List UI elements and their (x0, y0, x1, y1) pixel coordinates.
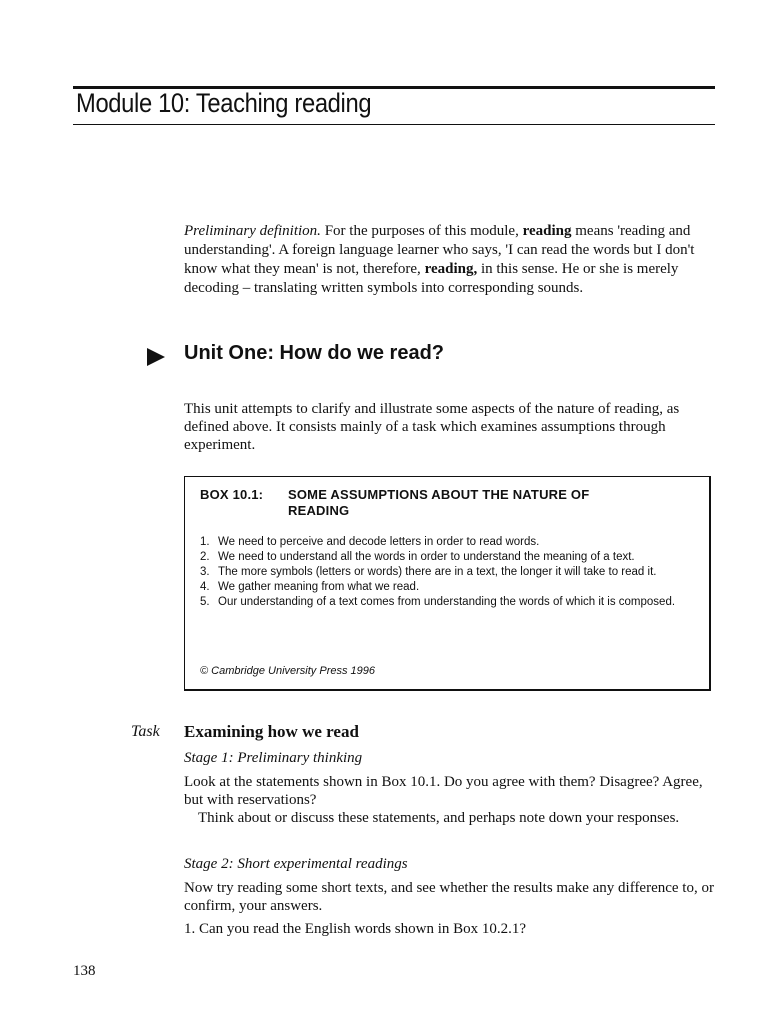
list-item (200, 535, 695, 550)
stage-1-text-1: Look at the statements shown in Box 10.1. Do you agree with them? Disagree? Agree, but with reservations? (184, 774, 703, 808)
header-rule-bottom (73, 124, 715, 125)
list-item-number: 4. (200, 581, 210, 593)
list-item-text: The more symbols (letters or words) there are in a text, the longer it will take to read it. (218, 566, 657, 578)
module-title: Module 10: Teaching reading (76, 88, 372, 118)
preliminary-bold-2: reading, (424, 261, 478, 277)
stage-1-text (184, 773, 714, 827)
list-item (200, 550, 695, 565)
task-title: Examining how we read (184, 722, 359, 741)
list-item-text: Our understanding of a text comes from understanding the words of which it is composed. (218, 596, 676, 608)
preliminary-definition (184, 222, 714, 298)
list-item (200, 565, 695, 580)
page-number: 138 (73, 963, 96, 979)
box-title-line-2: READING (288, 503, 350, 518)
box-title (200, 487, 590, 518)
list-item (200, 595, 695, 610)
play-arrow-icon (147, 348, 165, 366)
list-item-number: 2. (200, 551, 210, 563)
stage-2-text: Now try reading some short texts, and see whether the results make any difference to, or confirm, your answers. (184, 880, 714, 914)
box-copyright: © Cambridge University Press 1996 (200, 665, 376, 677)
preliminary-text-2: means 'reading and understanding'. A foreign language learner who says, 'I can read the words but I don't know what they mean' is not, therefore, (184, 223, 695, 277)
list-item (200, 580, 695, 595)
list-item-text: We need to perceive and decode letters in order to read words. (218, 536, 540, 548)
list-item-number: 3. (200, 566, 210, 578)
list-item-number: 1. (200, 536, 210, 548)
box-title-line-1: SOME ASSUMPTIONS ABOUT THE NATURE OF (288, 487, 590, 502)
task-label: Task (131, 723, 160, 740)
list-item-text: We need to understand all the words in order to understand the meaning of a text. (218, 551, 635, 563)
task-item-1: 1. Can you read the English words shown in Box 10.2.1? (184, 921, 527, 937)
unit-intro: This unit attempts to clarify and illustrate some aspects of the nature of reading, as defined above. It consists mainly of a task which examines assumptions through experiment. (184, 401, 680, 453)
assumptions-box (184, 476, 711, 691)
stage-1-heading: Stage 1: Preliminary thinking (184, 750, 363, 766)
assumptions-list (200, 535, 695, 610)
stage-1-text-2: Think about or discuss these statements, and perhaps note down your responses. (198, 810, 680, 826)
preliminary-text-3: in this sense. He or she is merely decoding – translating written symbols into corresponding sounds. (184, 261, 679, 296)
preliminary-text-1: For the purposes of this module, (320, 223, 523, 239)
box-number: BOX 10.1: (200, 487, 264, 502)
preliminary-bold-1: reading (522, 223, 572, 239)
preliminary-lead: Preliminary definition. (184, 223, 321, 239)
list-item-number: 5. (200, 596, 210, 608)
list-item-text: We gather meaning from what we read. (218, 581, 420, 593)
stage-2-heading: Stage 2: Short experimental readings (184, 856, 408, 872)
unit-heading: Unit One: How do we read? (184, 342, 445, 364)
